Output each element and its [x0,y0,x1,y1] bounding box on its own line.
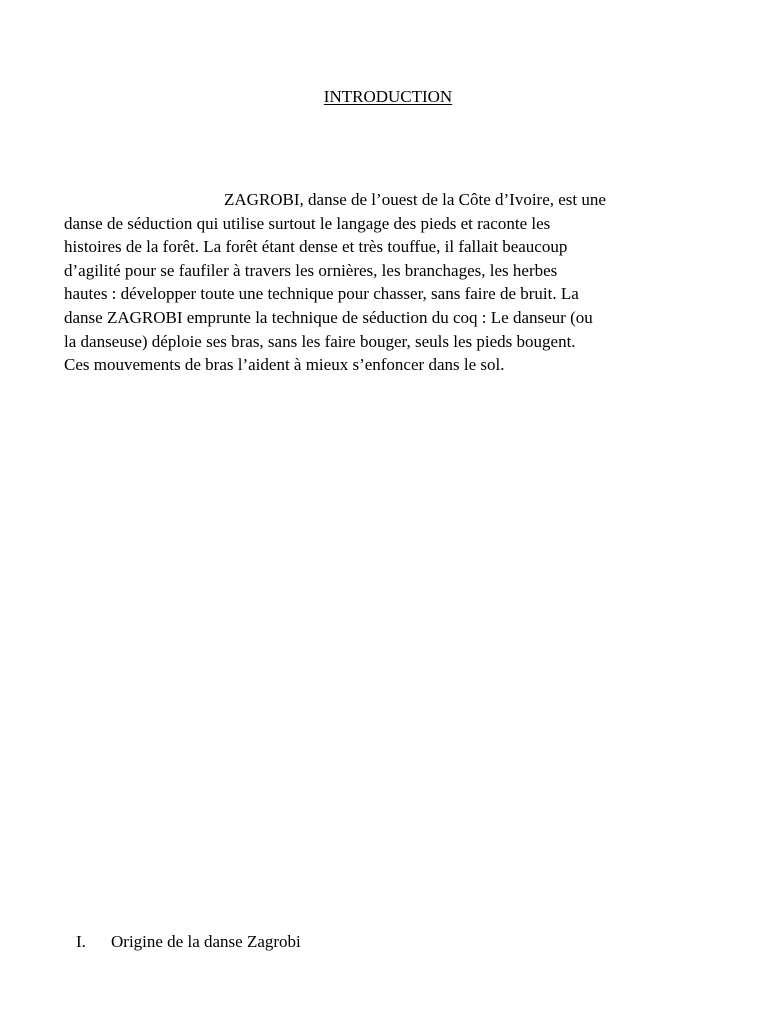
section-title: Origine de la danse Zagrobi [111,932,301,951]
intro-paragraph: ZAGROBI, danse de l’ouest de la Côte d’Ivoire, est une danse de séduction qui utilise surtout le langage des pieds et raconte les histoires de la forêt. La forêt étant dense et très touffue, il fallait beaucoup d’agilité pour se faufiler à travers les ornières, les branchages, les herbes hautes : développer toute une technique pour chasser, sans faire de bruit. La danse ZAGROBI emprunte la technique de séduction du coq : Le danseur (ou la danseuse) déploie ses bras, sans les faire bouger, seuls les pieds bougent. Ces mouvements de bras l’aident à mieux s’enfoncer dans le sol. [64,190,606,375]
page-title: INTRODUCTION [323,87,453,106]
section-number: I. [76,932,86,951]
section-heading [76,932,301,952]
